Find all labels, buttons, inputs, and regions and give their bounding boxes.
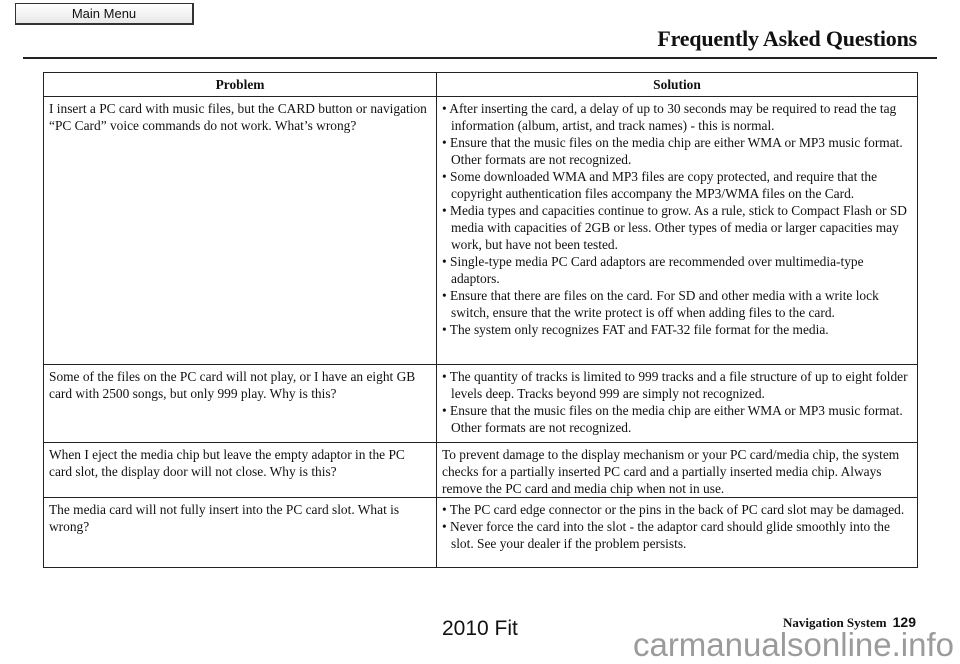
solution-cell: To prevent damage to the display mechanism or your PC card/media chip, the system checks for a partially inserted PC card and a partially inserted media chip. Always remove the PC card and media chip when not in use. — [437, 443, 918, 498]
solution-item: • Single-type media PC Card adaptors are recommended over multimedia-type adaptors. — [442, 254, 864, 286]
model-label: 2010 Fit — [442, 617, 518, 640]
solution-cell — [437, 498, 918, 568]
solution-item: • The quantity of tracks is limited to 999 tracks and a file structure of up to eight folder levels deep. Tracks beyond 999 are simply not recognized. — [442, 369, 908, 401]
table-row — [44, 97, 918, 365]
solution-item: • Some downloaded WMA and MP3 files are copy protected, and require that the copyright authentication files accompany the MP3/WMA files on the Card. — [442, 169, 878, 201]
section-name: Navigation System — [783, 615, 887, 630]
main-menu-button[interactable]: Main Menu — [15, 3, 194, 25]
problem-cell: The media card will not fully insert into the PC card slot. What is wrong? — [44, 498, 437, 568]
solution-cell — [437, 97, 918, 365]
solution-cell — [437, 365, 918, 443]
solution-item: • Ensure that there are files on the card. For SD and other media with a write lock switch, ensure that the write protect is off when adding files to the card. — [442, 288, 879, 320]
table-row — [44, 365, 918, 443]
solution-item: • Ensure that the music files on the media chip are either WMA or MP3 music format. Other formats are not recognized. — [442, 403, 903, 435]
solution-item: • Ensure that the music files on the media chip are either WMA or MP3 music format. Other formats are not recognized. — [442, 135, 903, 167]
header-problem: Problem — [44, 73, 437, 97]
table-row — [44, 498, 918, 568]
table-header-row — [44, 73, 918, 97]
solution-item: • The PC card edge connector or the pins in the back of PC card slot may be damaged. — [442, 502, 905, 517]
faq-table — [43, 72, 918, 568]
table-row — [44, 443, 918, 498]
solution-item: • Never force the card into the slot - the adaptor card should glide smoothly into the slot. See your dealer if the problem persists. — [442, 519, 890, 551]
solution-item: • After inserting the card, a delay of up to 30 seconds may be required to read the tag information (album, artist, and track names) - this is normal. — [442, 101, 897, 133]
header-solution: Solution — [437, 73, 918, 97]
solution-item: • Media types and capacities continue to grow. As a rule, stick to Compact Flash or SD media with capacities of 2GB or less. Other types of media or larger capacities may work, but have not been tested. — [442, 203, 907, 252]
title-divider — [23, 57, 937, 59]
problem-cell: Some of the files on the PC card will not play, or I have an eight GB card with 2500 songs, but only 999 play. Why is this? — [44, 365, 437, 443]
page-title: Frequently Asked Questions — [657, 26, 917, 51]
solution-item: • The system only recognizes FAT and FAT-32 file format for the media. — [442, 322, 829, 337]
problem-cell: I insert a PC card with music files, but the CARD button or navigation “PC Card” voice commands do not work. What’s wrong? — [44, 97, 437, 365]
problem-cell: When I eject the media chip but leave the empty adaptor in the PC card slot, the display door will not close. Why is this? — [44, 443, 437, 498]
page-number: 129 — [892, 614, 916, 630]
watermark: carmanualsonline.info — [632, 626, 954, 663]
